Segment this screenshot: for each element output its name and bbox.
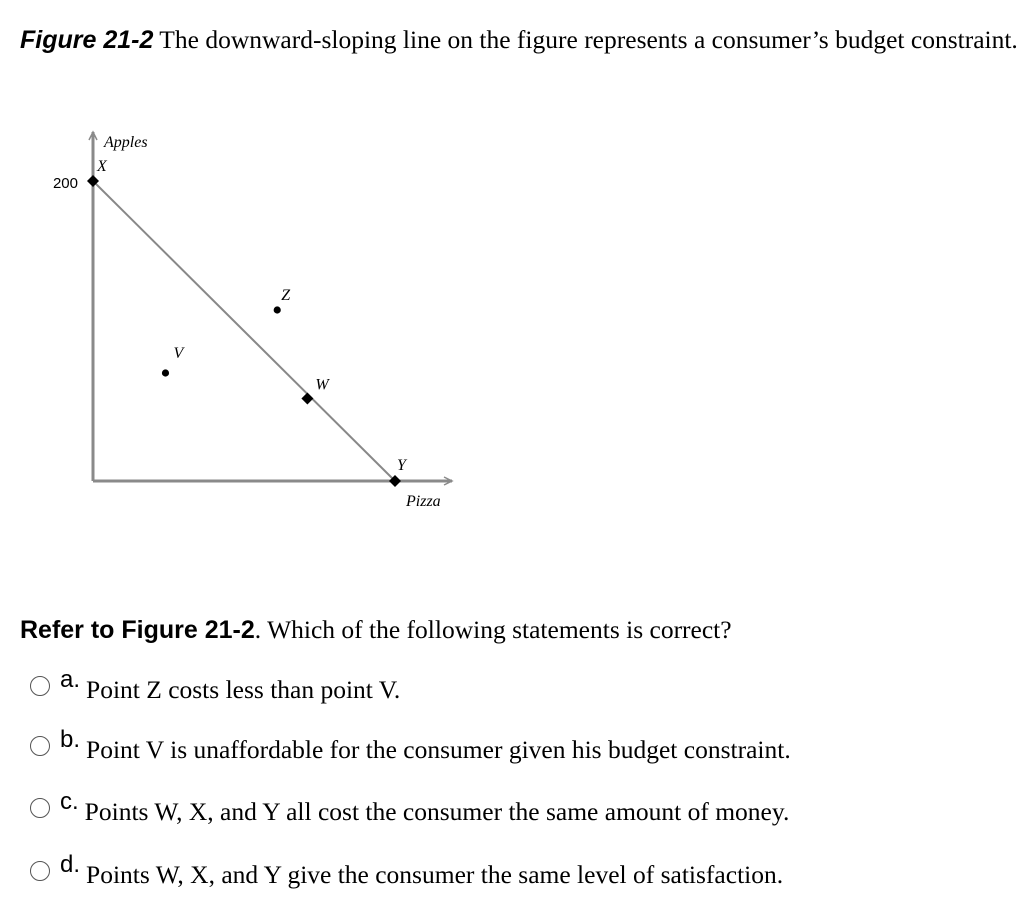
option-d-letter: d. — [60, 851, 81, 878]
question-reference: Refer to Figure 21-2 — [20, 616, 255, 644]
point-w-marker — [301, 393, 313, 405]
option-b-letter: b. — [60, 726, 81, 753]
option-a-text: Point Z costs less than point V. — [86, 675, 401, 704]
budget-constraint-figure — [0, 120, 520, 530]
point-x-label: X — [97, 158, 107, 175]
radio-c[interactable] — [30, 798, 50, 818]
option-a[interactable] — [30, 668, 400, 704]
option-c[interactable] — [30, 790, 789, 826]
y-axis-label: Apples — [104, 134, 148, 151]
figure-label: Figure 21-2 — [20, 26, 154, 54]
point-z-label: Z — [281, 287, 291, 304]
option-b[interactable] — [30, 728, 791, 764]
point-y-label: Y — [397, 457, 406, 474]
option-a-letter: a. — [60, 666, 81, 693]
x-axis-label: Pizza — [406, 493, 441, 510]
point-w-label: W — [315, 376, 329, 394]
point-v-label: V — [173, 345, 184, 362]
radio-d[interactable] — [30, 861, 50, 881]
y-tick-label-200: 200 — [52, 175, 78, 192]
radio-b[interactable] — [30, 736, 50, 756]
option-d[interactable] — [30, 853, 783, 889]
option-c-letter: c. — [60, 788, 79, 815]
budget-line — [93, 181, 395, 481]
option-b-text: Point V is unaffordable for the consumer given his budget constraint. — [86, 735, 791, 764]
point-z-marker — [274, 306, 281, 313]
figure-caption-text: The downward-sloping line on the figure represents a consumer’s budget constraint. — [159, 25, 1018, 54]
option-c-text: Points W, X, and Y all cost the consumer the same amount of money. — [84, 797, 790, 826]
point-v-marker — [162, 369, 169, 376]
figure-caption — [20, 22, 1020, 58]
question-text — [20, 612, 732, 648]
radio-a[interactable] — [30, 676, 50, 696]
budget-constraint-chart — [0, 120, 520, 530]
question-prompt: . Which of the following statements is correct? — [254, 615, 732, 644]
option-d-text: Points W, X, and Y give the consumer the same level of satisfaction. — [86, 860, 784, 889]
